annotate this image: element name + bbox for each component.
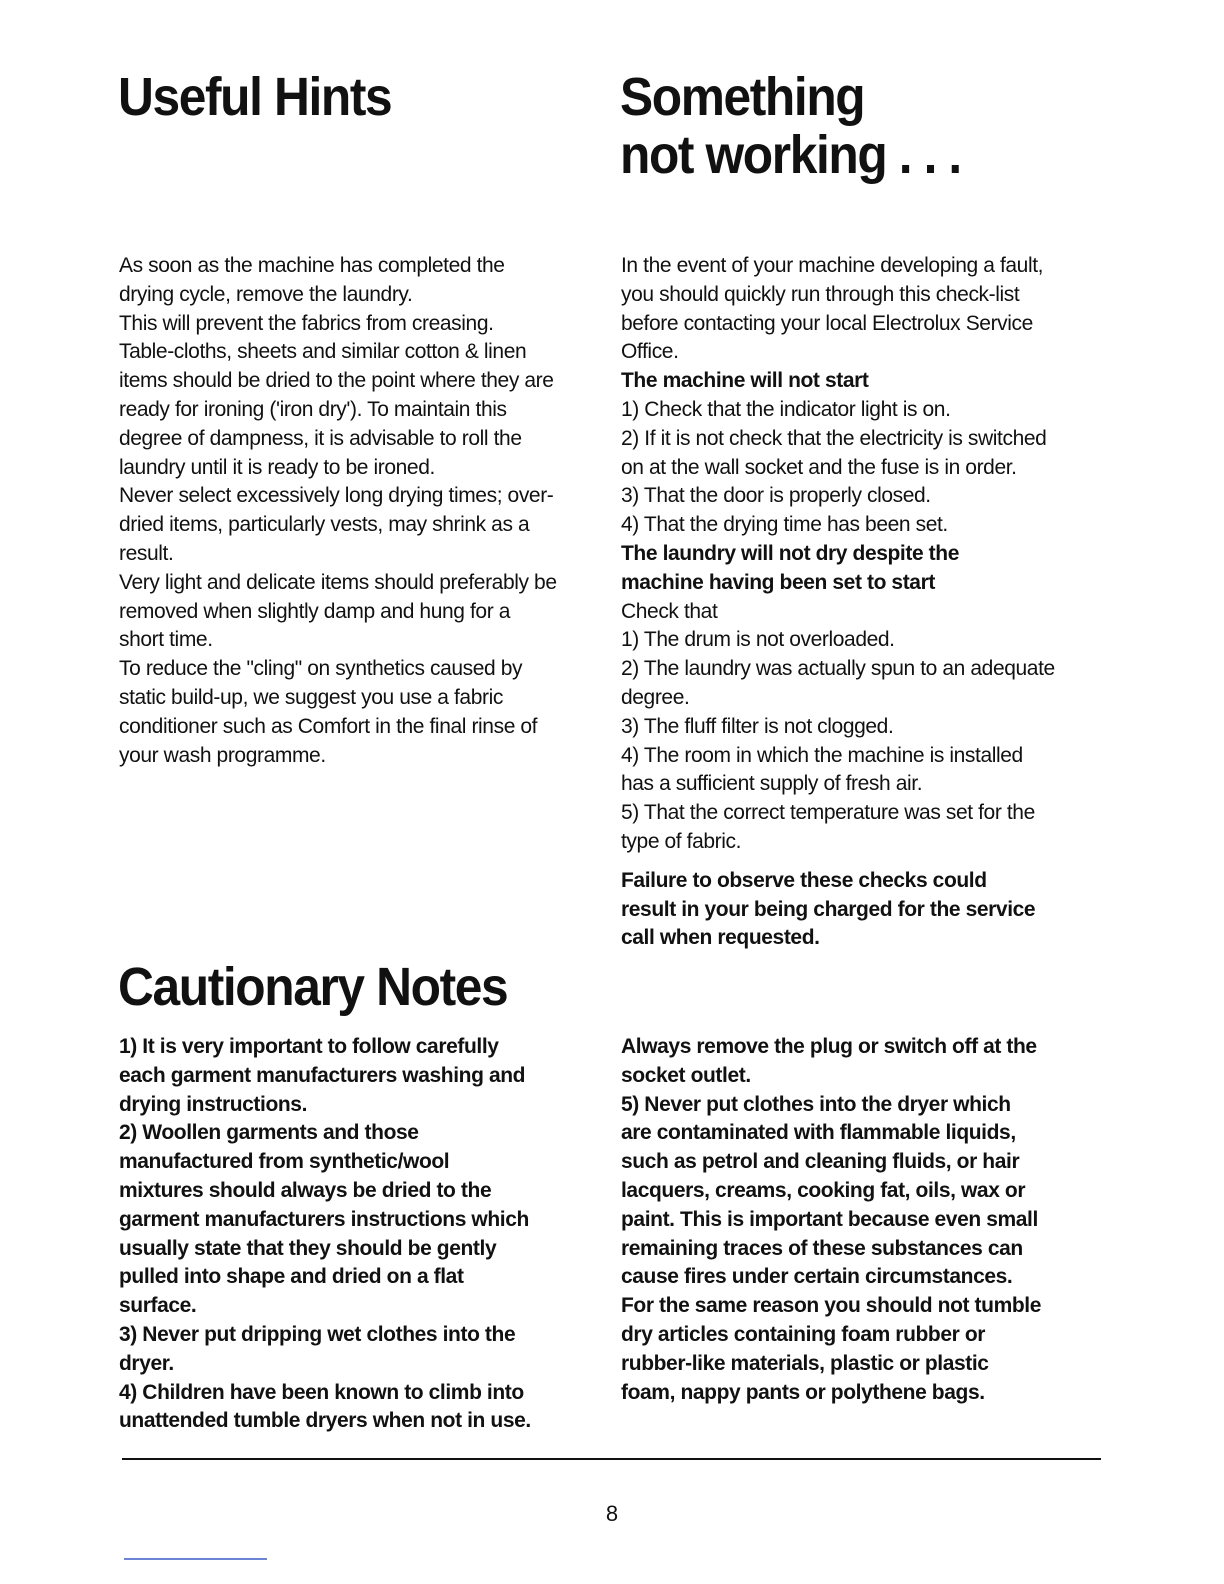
text-line: manufactured from synthetic/wool: [119, 1150, 450, 1174]
section2-items: [621, 598, 1091, 857]
text-line: 4) The room in which the machine is installed: [621, 743, 1023, 767]
text-line: Office.: [621, 340, 679, 364]
footer-accent-bar: [124, 1558, 267, 1560]
not-working-title-line1: Something: [620, 67, 865, 127]
text-line: such as petrol and cleaning fluids, or hair: [621, 1150, 1020, 1174]
text-line: 3) Never put dripping wet clothes into the: [119, 1322, 516, 1346]
text-line: result in your being charged for the service: [621, 897, 1036, 921]
useful-hints-lines: [119, 252, 589, 770]
text-line: 4) Children have been known to climb into: [119, 1380, 524, 1404]
text-line: dry articles containing foam rubber or: [621, 1322, 986, 1346]
text-line: before contacting your local Electrolux Service: [621, 311, 1033, 335]
text-line: usually state that they should be gently: [119, 1236, 497, 1260]
text-line: 1) It is very important to follow carefully: [119, 1035, 499, 1058]
text-line: Never select excessively long drying times; over-: [119, 484, 554, 508]
text-line: remaining traces of these substances can: [621, 1236, 1023, 1260]
text-line: ready for ironing ('iron dry'). To maintain this: [119, 397, 507, 421]
section2-heading: [621, 540, 1091, 598]
text-line: dryer.: [119, 1351, 174, 1375]
text-line: machine having been set to start: [621, 570, 935, 594]
text-line: laundry until it is ready to be ironed.: [119, 455, 435, 479]
text-line: has a sufficient supply of fresh air.: [621, 772, 923, 796]
page-number: 8: [605, 1501, 619, 1526]
section1-heading: The machine will not start: [621, 369, 869, 393]
useful-hints-body: [119, 252, 589, 770]
text-line: As soon as the machine has completed the: [119, 254, 505, 277]
text-line: drying instructions.: [119, 1092, 308, 1116]
text-line: static build-up, we suggest you use a fabric: [119, 685, 503, 709]
not-working-body: [621, 252, 1091, 953]
text-line: are contaminated with flammable liquids,: [621, 1121, 1016, 1145]
text-line: mixtures should always be dried to the: [119, 1178, 492, 1202]
cautionary-notes-title: Cautionary Notes: [118, 957, 508, 1017]
text-line: In the event of your machine developing a fault,: [621, 254, 1044, 277]
cautionary-right: [621, 1033, 1101, 1407]
text-line: 3) That the door is properly closed.: [621, 484, 931, 508]
cautionary-right-lines: [621, 1033, 1101, 1407]
text-line: socket outlet.: [621, 1063, 751, 1087]
text-line: rubber-like materials, plastic or plastic: [621, 1351, 989, 1375]
text-line: Very light and delicate items should preferably be: [119, 570, 557, 594]
text-line: For the same reason you should not tumble: [621, 1294, 1041, 1318]
text-line: 4) That the drying time has been set.: [621, 513, 948, 537]
not-working-title: [620, 68, 961, 184]
text-line: you should quickly run through this check-list: [621, 282, 1020, 306]
cautionary-left: [119, 1033, 599, 1436]
text-line: 2) The laundry was actually spun to an adequate: [621, 657, 1055, 681]
text-line: call when requested.: [621, 926, 820, 950]
section1-items: [621, 396, 1091, 540]
text-line: removed when slightly damp and hung for a: [119, 599, 511, 623]
text-line: 3) The fluff filter is not clogged.: [621, 714, 894, 738]
text-line: Always remove the plug or switch off at the: [621, 1035, 1037, 1058]
text-line: short time.: [119, 628, 213, 652]
text-line: 1) Check that the indicator light is on.: [621, 397, 951, 421]
text-line: your wash programme.: [119, 743, 326, 767]
text-line: lacquers, creams, cooking fat, oils, wax or: [621, 1178, 1026, 1202]
useful-hints-title: Useful Hints: [118, 67, 392, 127]
text-line: items should be dried to the point where they are: [119, 369, 554, 393]
text-line: drying cycle, remove the laundry.: [119, 282, 413, 306]
text-line: pulled into shape and dried on a flat: [119, 1265, 464, 1289]
bottom-divider: [122, 1458, 1101, 1460]
text-line: result.: [119, 541, 174, 565]
text-line: cause fires under certain circumstances.: [621, 1265, 1013, 1289]
text-line: 5) Never put clothes into the dryer which: [621, 1092, 1011, 1116]
text-line: 2) If it is not check that the electricity is switched: [621, 426, 1047, 450]
text-line: Check that: [621, 599, 718, 623]
not-working-intro: [621, 252, 1091, 367]
text-line: 2) Woollen garments and those: [119, 1121, 419, 1145]
text-line: garment manufacturers instructions which: [119, 1207, 529, 1231]
text-line: Failure to observe these checks could: [621, 868, 987, 892]
text-line: dried items, particularly vests, may shrink as a: [119, 513, 530, 537]
text-line: paint. This is important because even small: [621, 1207, 1038, 1231]
text-line: conditioner such as Comfort in the final rinse of: [119, 714, 538, 738]
service-warning: [621, 867, 1091, 953]
text-line: surface.: [119, 1294, 197, 1318]
text-line: 5) That the correct temperature was set for the: [621, 801, 1035, 825]
text-line: degree of dampness, it is advisable to roll the: [119, 426, 522, 450]
text-line: To reduce the "cling" on synthetics caused by: [119, 657, 523, 681]
text-line: type of fabric.: [621, 829, 742, 853]
text-line: Table-cloths, sheets and similar cotton & linen: [119, 340, 527, 364]
text-line: each garment manufacturers washing and: [119, 1063, 526, 1087]
cautionary-left-lines: [119, 1033, 599, 1436]
text-line: degree.: [621, 685, 690, 709]
text-line: foam, nappy pants or polythene bags.: [621, 1380, 985, 1404]
text-line: unattended tumble dryers when not in use.: [119, 1409, 531, 1433]
not-working-title-line2: not working . . .: [620, 125, 961, 185]
text-line: The laundry will not dry despite the: [621, 541, 959, 565]
text-line: This will prevent the fabrics from creasing.: [119, 311, 494, 335]
text-line: 1) The drum is not overloaded.: [621, 628, 895, 652]
text-line: on at the wall socket and the fuse is in order.: [621, 455, 1017, 479]
